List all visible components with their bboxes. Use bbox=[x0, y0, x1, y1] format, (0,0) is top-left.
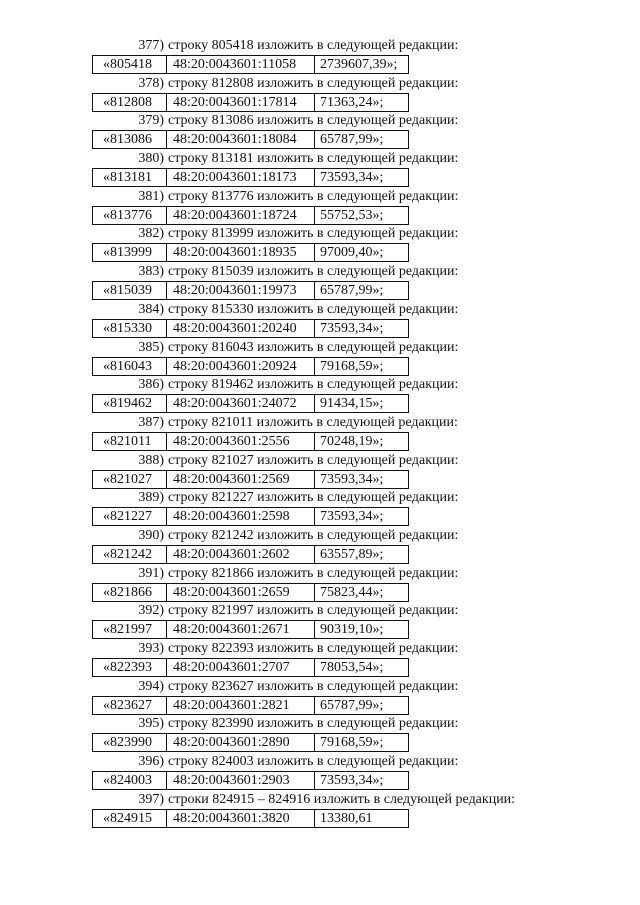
amendment-entry bbox=[0, 565, 640, 603]
row-code-cell: «821997 bbox=[93, 621, 167, 638]
item-number: 396) bbox=[138, 754, 164, 770]
amendment-instruction bbox=[130, 489, 458, 507]
cadastral-number-cell: 48:20:0043601:2569 bbox=[167, 471, 315, 488]
value-cell: 65787,99»; bbox=[320, 132, 384, 148]
amendment-entry bbox=[0, 37, 640, 75]
value-cell: 65787,99»; bbox=[320, 283, 384, 299]
table-row bbox=[92, 281, 409, 300]
amendment-instruction bbox=[130, 37, 458, 55]
item-number: 394) bbox=[138, 678, 164, 694]
row-code-cell: «815330 bbox=[93, 320, 167, 337]
amendment-entry bbox=[0, 188, 640, 226]
amendment-instruction bbox=[130, 715, 458, 733]
instruction-text: строку 805418 изложить в следующей редакции: bbox=[168, 38, 459, 53]
amendment-instruction bbox=[130, 150, 458, 168]
table-row bbox=[92, 357, 409, 376]
row-code-cell: «824915 bbox=[93, 810, 167, 827]
document-page bbox=[0, 37, 640, 828]
cadastral-number-cell: 48:20:0043601:2890 bbox=[167, 734, 315, 751]
table-row bbox=[92, 55, 409, 74]
row-code-cell: «821227 bbox=[93, 508, 167, 525]
table-row bbox=[92, 168, 409, 187]
instruction-text: строку 821227 изложить в следующей редакции: bbox=[168, 490, 459, 506]
row-code-cell: «812808 bbox=[93, 94, 167, 111]
cadastral-number-cell: 48:20:0043601:2671 bbox=[167, 621, 315, 638]
amendment-entry bbox=[0, 715, 640, 753]
table-row bbox=[92, 243, 409, 262]
amendment-entry bbox=[0, 301, 640, 339]
amendment-entry bbox=[0, 263, 640, 301]
row-code-cell: «821011 bbox=[93, 433, 167, 450]
item-number: 385) bbox=[138, 339, 164, 355]
table-row bbox=[92, 545, 409, 564]
cadastral-number-cell: 48:20:0043601:2556 bbox=[167, 433, 315, 450]
value-cell: 55752,53»; bbox=[320, 207, 384, 223]
amendment-entry bbox=[0, 489, 640, 527]
cadastral-number-cell: 48:20:0043601:18084 bbox=[167, 131, 315, 148]
item-number: 388) bbox=[138, 452, 164, 468]
amendment-entry bbox=[0, 339, 640, 377]
cadastral-number-cell: 48:20:0043601:2903 bbox=[167, 772, 315, 789]
value-cell: 13380,61 bbox=[320, 810, 373, 826]
cadastral-number-cell: 48:20:0043601:18173 bbox=[167, 169, 315, 186]
item-number: 378) bbox=[138, 75, 164, 91]
item-number: 392) bbox=[138, 603, 164, 619]
cadastral-number-cell: 48:20:0043601:2659 bbox=[167, 584, 315, 601]
cadastral-number-cell: 48:20:0043601:2602 bbox=[167, 546, 315, 563]
amendment-instruction bbox=[130, 339, 458, 357]
amendment-instruction bbox=[130, 263, 458, 281]
amendment-instruction bbox=[130, 301, 458, 319]
row-code-cell: «813181 bbox=[93, 169, 167, 186]
amendment-entry bbox=[0, 640, 640, 678]
value-cell: 73593,34»; bbox=[320, 773, 384, 789]
cadastral-number-cell: 48:20:0043601:17814 bbox=[167, 94, 315, 111]
row-code-cell: «813999 bbox=[93, 244, 167, 261]
row-code-cell: «822393 bbox=[93, 659, 167, 676]
table-row bbox=[92, 658, 409, 677]
instruction-text: строку 821997 изложить в следующей редакции: bbox=[168, 603, 459, 619]
row-code-cell: «816043 bbox=[93, 358, 167, 375]
cadastral-number-cell: 48:20:0043601:3820 bbox=[167, 810, 315, 827]
cadastral-number-cell: 48:20:0043601:18935 bbox=[167, 244, 315, 261]
instruction-text: строку 821027 изложить в следующей редакции: bbox=[168, 452, 459, 468]
instruction-text: строку 821242 изложить в следующей редакции: bbox=[168, 527, 459, 543]
amendment-instruction bbox=[130, 753, 458, 771]
value-cell: 90319,10»; bbox=[320, 622, 384, 638]
value-cell: 91434,15»; bbox=[320, 396, 384, 412]
row-code-cell: «821027 bbox=[93, 471, 167, 488]
row-code-cell: «813086 bbox=[93, 131, 167, 148]
instruction-text: строку 815330 изложить в следующей редакции: bbox=[168, 301, 459, 317]
row-code-cell: «805418 bbox=[93, 56, 167, 73]
value-cell: 78053,54»; bbox=[320, 660, 384, 675]
value-cell: 79168,59»; bbox=[320, 735, 384, 751]
table-row bbox=[92, 809, 409, 828]
item-number: 381) bbox=[138, 188, 164, 204]
value-cell: 75823,44»; bbox=[320, 584, 384, 600]
item-number: 389) bbox=[138, 490, 164, 506]
table-row bbox=[92, 206, 409, 225]
cadastral-number-cell: 48:20:0043601:11058 bbox=[167, 56, 315, 73]
table-row bbox=[92, 507, 409, 526]
amendment-instruction bbox=[130, 678, 458, 696]
item-number: 397) bbox=[138, 791, 164, 807]
amendment-entry bbox=[0, 452, 640, 490]
amendment-instruction bbox=[130, 565, 458, 583]
table-row bbox=[92, 470, 409, 489]
amendment-instruction bbox=[130, 640, 458, 658]
cadastral-number-cell: 48:20:0043601:24072 bbox=[167, 395, 315, 412]
item-number: 391) bbox=[138, 565, 164, 581]
amendment-instruction bbox=[130, 75, 458, 93]
value-cell: 73593,34»; bbox=[320, 471, 384, 487]
value-cell: 73593,34»; bbox=[320, 170, 384, 186]
cadastral-number-cell: 48:20:0043601:2707 bbox=[167, 659, 315, 676]
table-row bbox=[92, 319, 409, 338]
instruction-text: строку 824003 изложить в следующей редакции: bbox=[168, 754, 459, 770]
instruction-text: строку 816043 изложить в следующей редакции: bbox=[168, 339, 459, 355]
cadastral-number-cell: 48:20:0043601:18724 bbox=[167, 207, 315, 224]
instruction-text: строку 813181 изложить в следующей редакции: bbox=[168, 151, 459, 167]
instruction-text: строку 815039 изложить в следующей редакции: bbox=[168, 264, 459, 280]
item-number: 387) bbox=[138, 414, 164, 430]
instruction-text: строку 813776 изложить в следующей редакции: bbox=[168, 188, 459, 204]
value-cell: 73593,34»; bbox=[320, 509, 384, 525]
row-code-cell: «813776 bbox=[93, 207, 167, 224]
cadastral-number-cell: 48:20:0043601:20924 bbox=[167, 358, 315, 375]
item-number: 384) bbox=[138, 301, 164, 317]
row-code-cell: «815039 bbox=[93, 282, 167, 299]
instruction-text: строку 819462 изложить в следующей редакции: bbox=[168, 377, 459, 393]
amendment-entry bbox=[0, 150, 640, 188]
item-number: 393) bbox=[138, 641, 164, 656]
instruction-text: строку 823990 изложить в следующей редакции: bbox=[168, 716, 459, 732]
value-cell: 79168,59»; bbox=[320, 358, 384, 374]
amendment-instruction bbox=[130, 527, 458, 545]
amendment-entry bbox=[0, 791, 640, 829]
row-code-cell: «823627 bbox=[93, 697, 167, 714]
table-row bbox=[92, 432, 409, 451]
cadastral-number-cell: 48:20:0043601:20240 bbox=[167, 320, 315, 337]
amendment-instruction bbox=[130, 225, 458, 243]
amendment-instruction bbox=[130, 452, 458, 470]
amendment-entry bbox=[0, 678, 640, 716]
table-row bbox=[92, 93, 409, 112]
amendment-entry bbox=[0, 414, 640, 452]
table-row bbox=[92, 583, 409, 602]
instruction-text: строку 813999 изложить в следующей редакции: bbox=[168, 226, 459, 242]
row-code-cell: «824003 bbox=[93, 772, 167, 789]
amendment-entry bbox=[0, 225, 640, 263]
row-code-cell: «821866 bbox=[93, 584, 167, 601]
amendment-entry bbox=[0, 75, 640, 113]
value-cell: 71363,24»; bbox=[320, 94, 384, 110]
item-number: 390) bbox=[138, 527, 164, 543]
table-row bbox=[92, 771, 409, 790]
item-number: 377) bbox=[138, 38, 164, 53]
value-cell: 63557,89»; bbox=[320, 546, 384, 562]
instruction-text: строку 823627 изложить в следующей редакции: bbox=[168, 678, 459, 694]
instruction-text: строку 813086 изложить в следующей редакции: bbox=[168, 113, 459, 129]
row-code-cell: «819462 bbox=[93, 395, 167, 412]
table-row bbox=[92, 733, 409, 752]
cadastral-number-cell: 48:20:0043601:19973 bbox=[167, 282, 315, 299]
value-cell: 73593,34»; bbox=[320, 320, 384, 336]
table-row bbox=[92, 620, 409, 639]
table-row bbox=[92, 130, 409, 149]
table-row bbox=[92, 394, 409, 413]
instruction-text: строку 822393 изложить в следующей редакции: bbox=[168, 641, 459, 656]
cadastral-number-cell: 48:20:0043601:2821 bbox=[167, 697, 315, 714]
item-number: 382) bbox=[138, 226, 164, 242]
item-number: 383) bbox=[138, 264, 164, 280]
amendment-entry bbox=[0, 602, 640, 640]
instruction-text: строку 821011 изложить в следующей редакции: bbox=[168, 414, 458, 430]
amendment-entry bbox=[0, 376, 640, 414]
amendment-instruction bbox=[130, 414, 458, 432]
amendment-entry bbox=[0, 112, 640, 150]
instruction-text: строки 824915 – 824916 изложить в следующей редакции: bbox=[168, 791, 516, 807]
amendment-instruction bbox=[130, 376, 458, 394]
row-code-cell: «823990 bbox=[93, 734, 167, 751]
item-number: 380) bbox=[138, 151, 164, 167]
value-cell: 2739607,39»; bbox=[320, 57, 398, 72]
amendment-instruction bbox=[130, 791, 515, 809]
instruction-text: строку 812808 изложить в следующей редакции: bbox=[168, 75, 459, 91]
item-number: 395) bbox=[138, 716, 164, 732]
amendment-instruction bbox=[130, 188, 458, 206]
cadastral-number-cell: 48:20:0043601:2598 bbox=[167, 508, 315, 525]
amendment-instruction bbox=[130, 602, 458, 620]
value-cell: 65787,99»; bbox=[320, 697, 384, 713]
table-row bbox=[92, 696, 409, 715]
row-code-cell: «821242 bbox=[93, 546, 167, 563]
value-cell: 70248,19»; bbox=[320, 433, 384, 449]
value-cell: 97009,40»; bbox=[320, 245, 384, 261]
item-number: 379) bbox=[138, 113, 164, 129]
amendment-entry bbox=[0, 753, 640, 791]
instruction-text: строку 821866 изложить в следующей редакции: bbox=[168, 565, 459, 581]
item-number: 386) bbox=[138, 377, 164, 393]
amendment-instruction bbox=[130, 112, 458, 130]
amendment-entry bbox=[0, 527, 640, 565]
